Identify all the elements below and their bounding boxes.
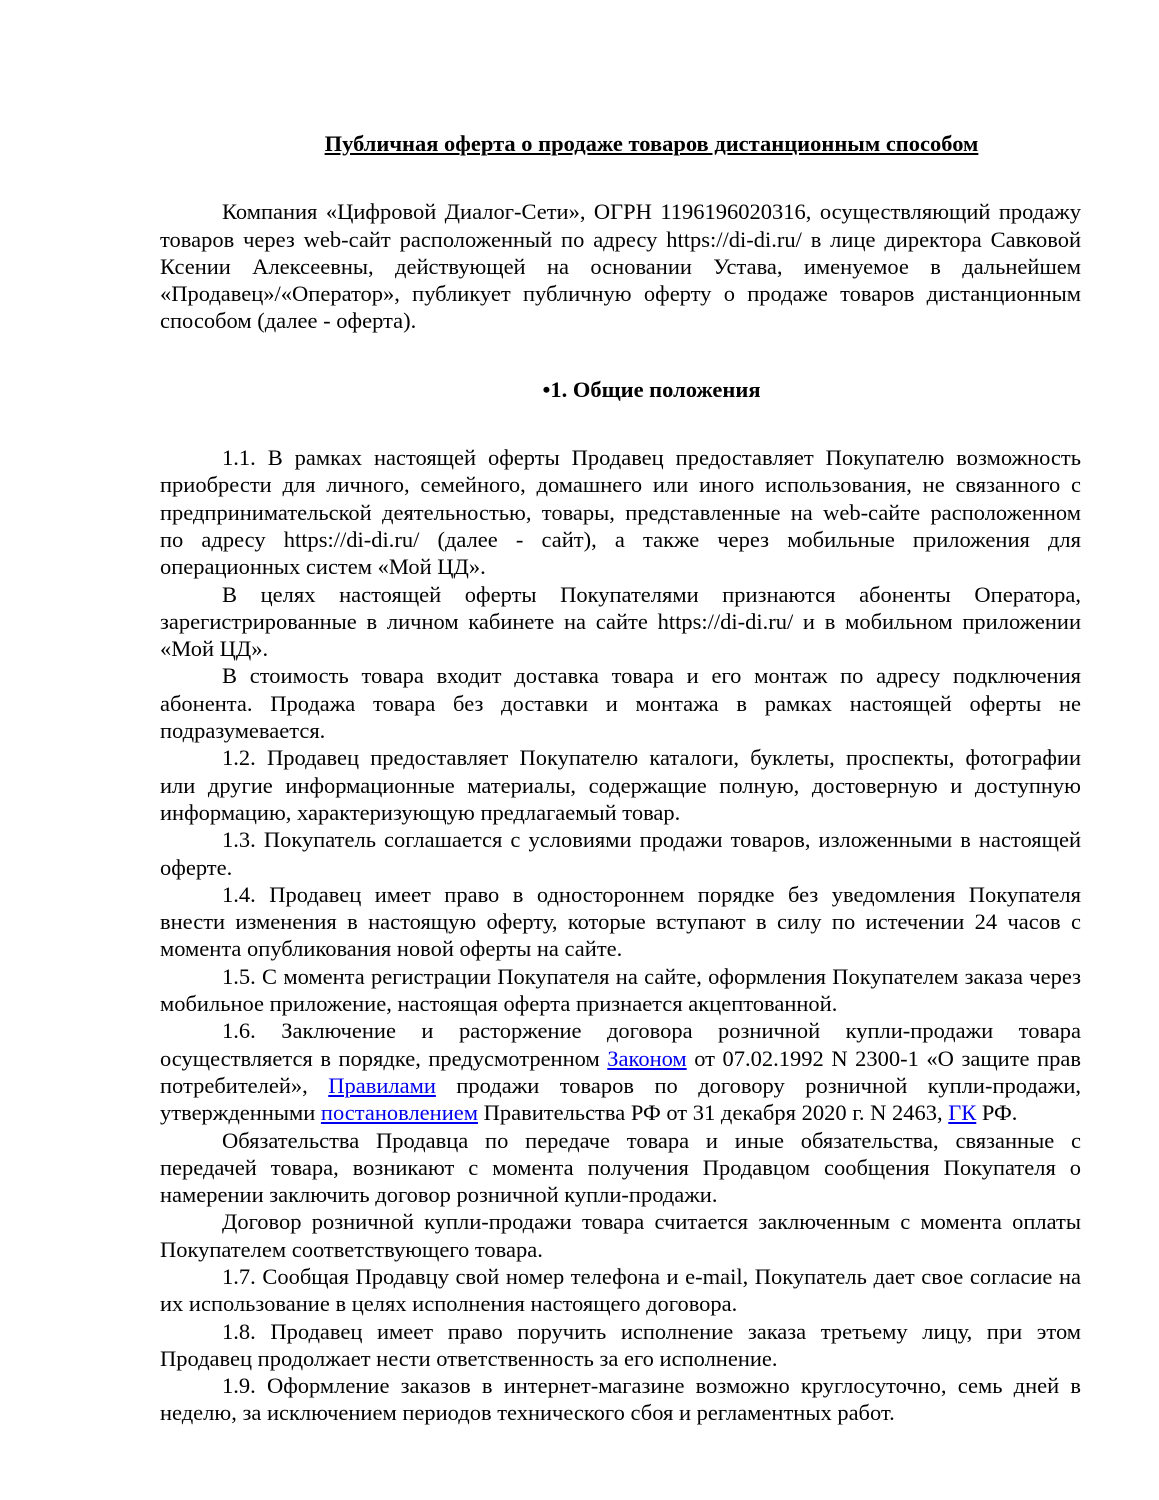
text-segment: 1.9. Оформление заказов в интернет-магазине возможно круглосуточно, семь дней в неделю, за исключением периодов технического сбоя и регламентных работ. [160,1373,1081,1426]
text-segment: продажи товаров по договору розничной купли-продажи, утвержденными [160,1072,1081,1126]
text-segment: РФ. [976,1100,1018,1126]
text-segment: 1.4. Продавец имеет право в одностороннем порядке без уведомления Покупателя внести изменения в настоящую оферту, которые вступают в силу по истечении 24 часов с момента опубликования новой оферты на сайте. [160,881,1081,962]
section-heading [222,376,1081,403]
list-bullet-icon: • [542,376,551,402]
text-segment: от 07.02.1992 N 2300-1 «О защите прав потребителей», [160,1045,1081,1098]
paragraph-intro [160,198,1081,334]
paragraph-buyers-definition [160,581,1081,663]
inline-link[interactable]: Правилами [328,1072,436,1098]
paragraph-1-7 [160,1263,1081,1318]
paragraph-1-8 [160,1318,1081,1373]
text-segment: 1.2. Продавец предоставляет Покупателю каталоги, буклеты, проспекты, фотографии или другие информационные материалы, содержащие полную, достоверную и доступную информацию, характеризующую предлагаемый товар. [160,745,1081,825]
text-segment: 1.8. Продавец имеет право поручить исполнение заказа третьему лицу, при этом Продавец продолжает нести ответственность за его исполнение. [160,1318,1081,1371]
paragraph-contract-concluded [160,1208,1081,1263]
text-segment: 1.5. С момента регистрации Покупателя на сайте, оформления Покупателем заказа через мобильное приложение, настоящая оферта признается акцептованной. [160,963,1081,1017]
inline-link[interactable]: постановлением [320,1100,478,1126]
paragraph-price-includes [160,662,1081,744]
text-segment: 1.1. В рамках настоящей оферты Продавец предоставляет Покупателю возможность приобрести для личного, семейного, домашнего или иного использования, не связанного с предпринимательской деятельностью, товары, представленные на web-сайте расположенном по адресу https://di-di.ru/ (далее - сайт), а также через мобильные приложения для операционных систем «Мой ЦД». [160,445,1081,580]
text-segment: В целях настоящей оферты Покупателями признаются абоненты Оператора, зарегистрированные в личном кабинете на сайте https://di-di.ru/ и в мобильном приложении «Мой ЦД». [160,581,1081,662]
inline-link[interactable]: Законом [607,1045,687,1071]
document-title: Публичная оферта о продаже товаров дистанционным способом [324,131,979,156]
paragraph-1-6 [160,1017,1081,1126]
text-segment: В стоимость товара входит доставка товара и его монтаж по адресу подключения абонента. Продажа товара без доставки и монтажа в рамках настоящей оферты не подразумевается. [160,663,1081,744]
paragraph-1-4 [160,881,1081,963]
text-segment: 1.3. Покупатель соглашается с условиями продажи товаров, изложенными в настоящей оферте. [160,827,1081,880]
text-segment: Договор розничной купли-продажи товара считается заключенным с момента оплаты Покупателем соответствующего товара. [160,1209,1081,1262]
paragraph-1-5 [160,963,1081,1018]
paragraph-obligations [160,1127,1081,1209]
document-body [160,444,1081,1427]
paragraph-1-2 [160,744,1081,826]
text-segment: Компания «Цифровой Диалог-Сети», ОГРН 1196196020316, осуществляющий продажу товаров через web-сайт расположенный по адресу https://di-di.ru/ в лице директора Савковой Ксении Алексеевны, действующей на основании Устава, именуемое в дальнейшем «Продавец»/«Оператор», публикует публичную оферту о продаже товаров дистанционным способом (далее - оферта). [160,199,1081,334]
paragraph-1-3 [160,826,1081,881]
text-segment: 1.6. Заключение и расторжение договора розничной купли-продажи товара осуществляется в порядке, предусмотренном [160,1018,1081,1071]
paragraph-1-1 [160,444,1081,580]
text-segment: Обязательства Продавца по передаче товара и иные обязательства, связанные с передачей товара, возникают с момента получения Продавцом сообщения Покупателя о намерении заключить договор розничной купли-продажи. [160,1127,1081,1208]
paragraph-1-9 [160,1372,1081,1427]
section-heading-text: 1. Общие положения [550,376,761,402]
text-segment: 1.7. Сообщая Продавцу свой номер телефона и e-mail, Покупатель дает свое согласие на их использование в целях исполнения настоящего договора. [160,1263,1081,1317]
text-segment: Правительства РФ от 31 декабря 2020 г. N 2463, [477,1100,949,1126]
inline-link[interactable]: ГК [948,1100,977,1126]
